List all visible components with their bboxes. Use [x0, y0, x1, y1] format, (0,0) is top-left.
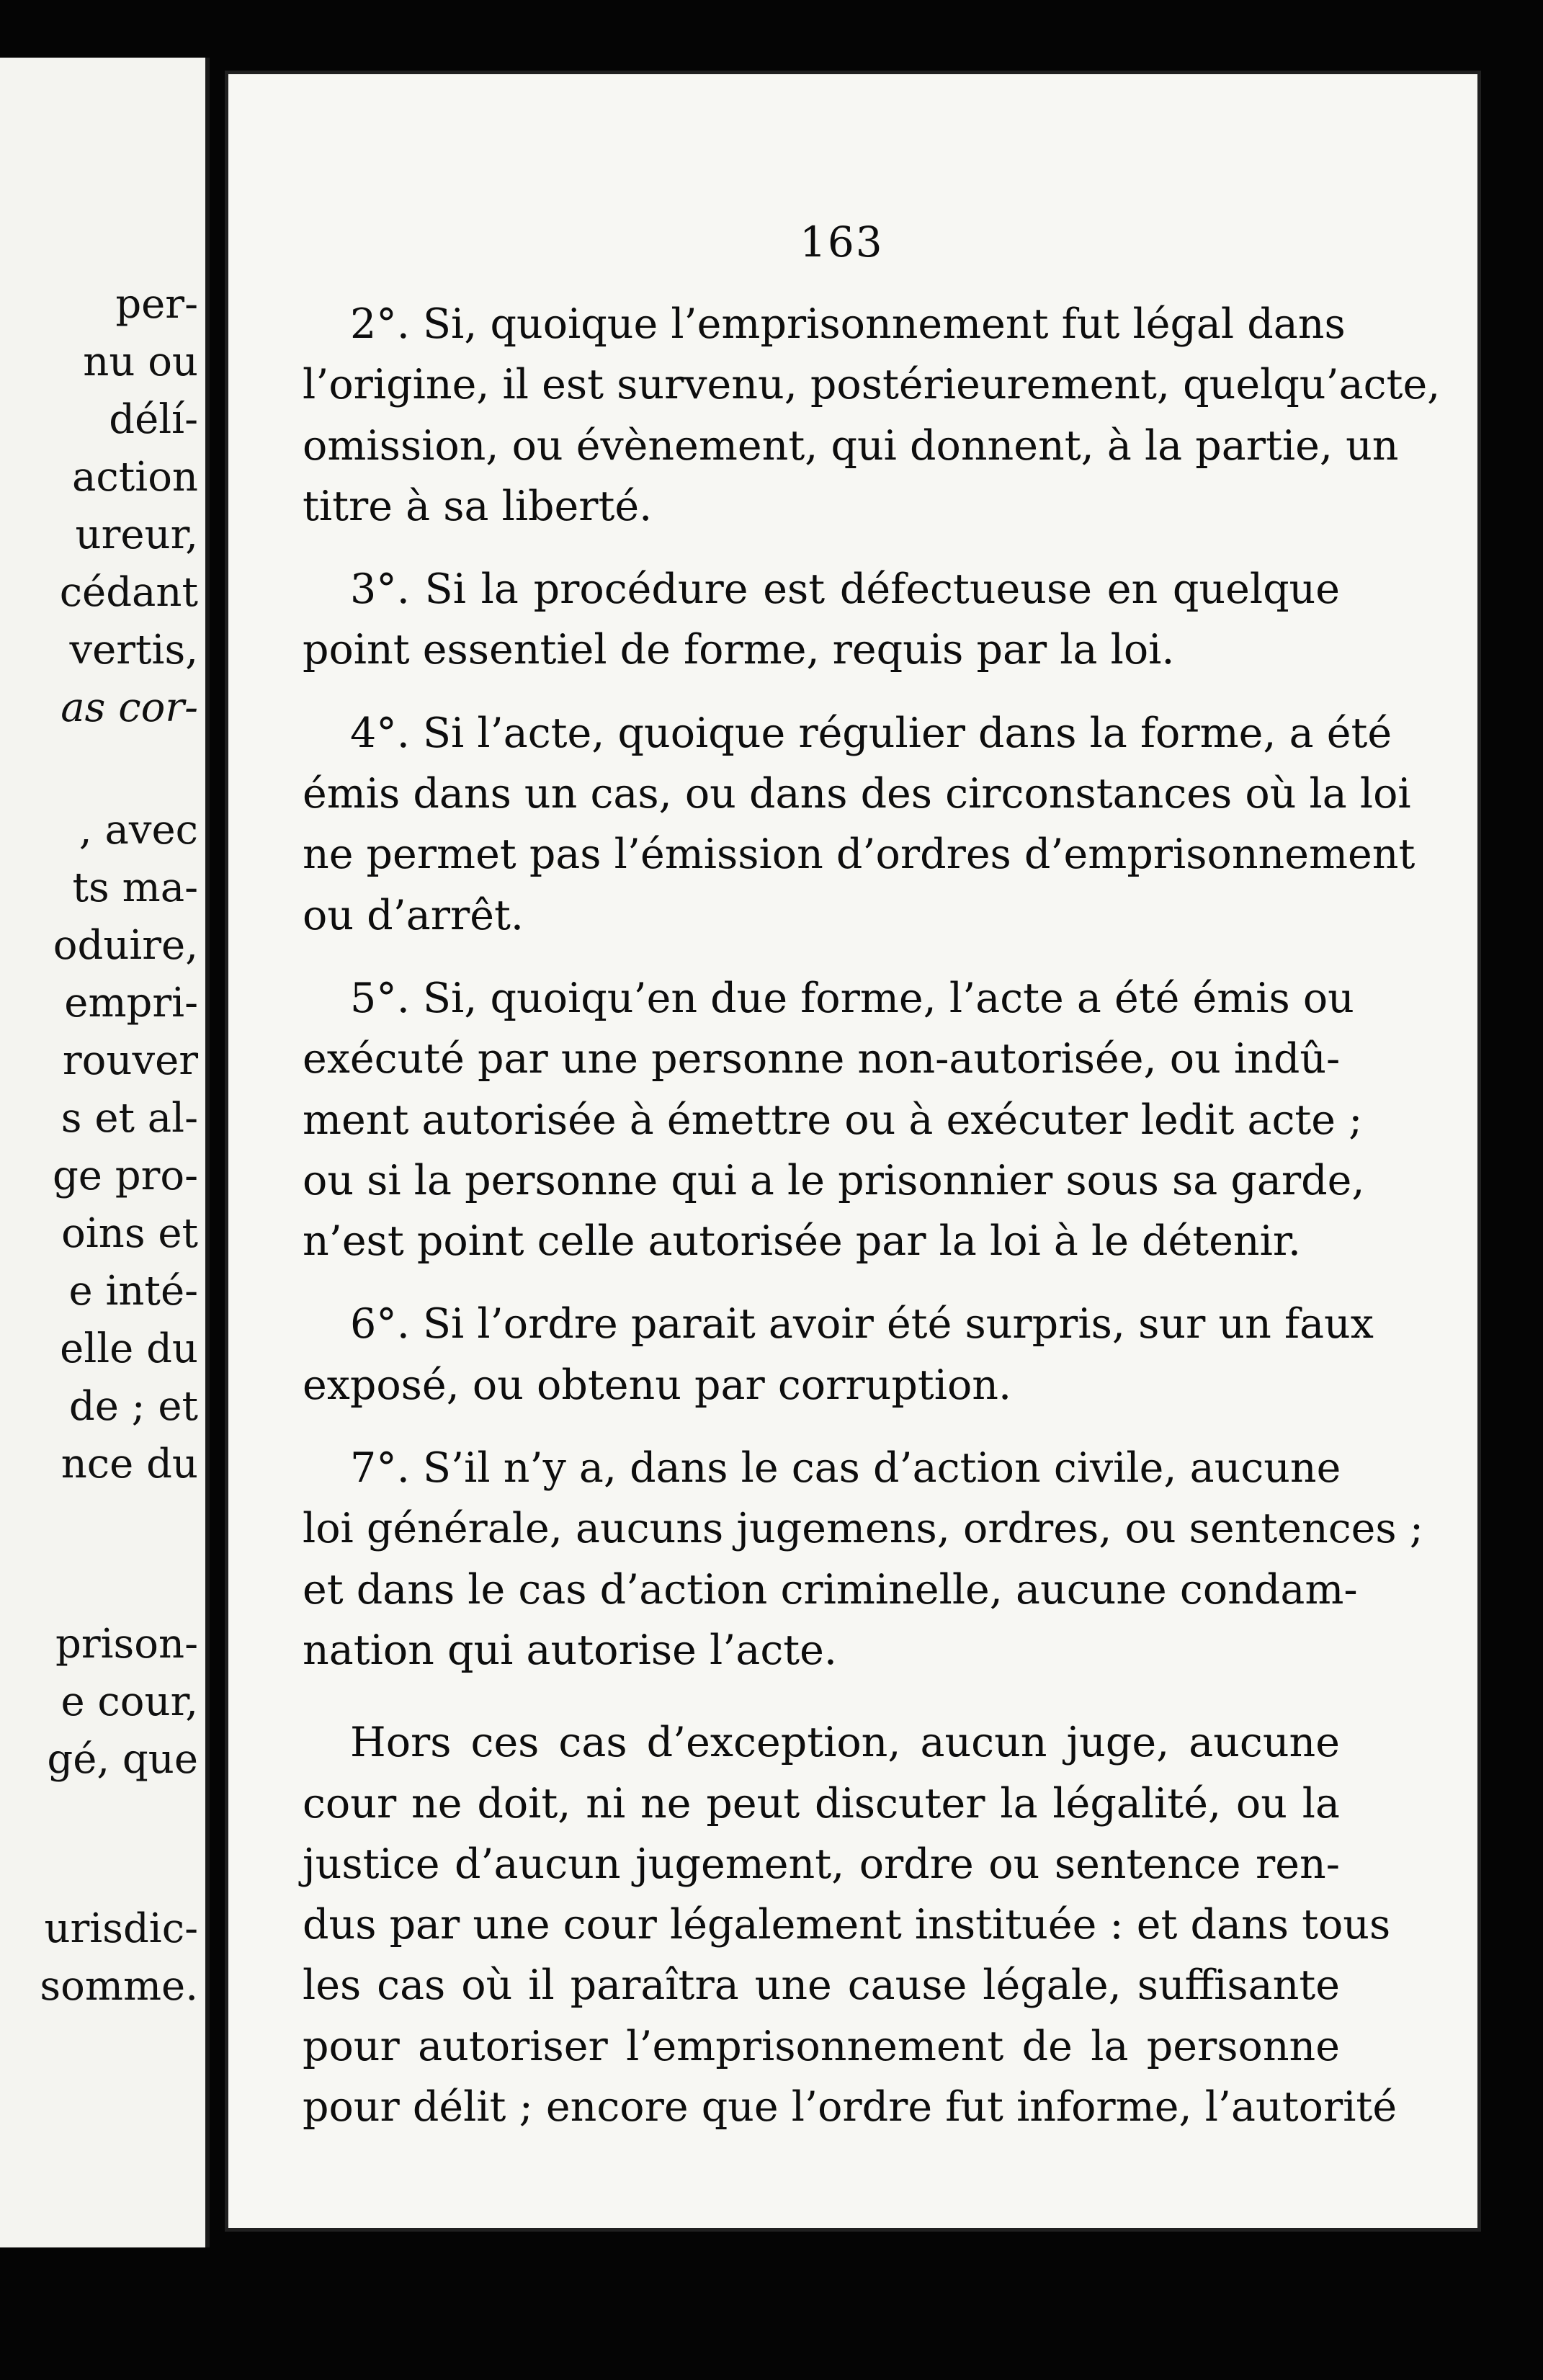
text-line: n’est point celle autorisée par la loi à le détenir.	[303, 1217, 1301, 1266]
left-page-line: nce du	[61, 1441, 198, 1488]
paragraph	[303, 703, 1415, 946]
text-line: pour délit ; encore que l’ordre fut informe, l’autorité	[303, 2083, 1397, 2131]
text-line: émis dans un cas, ou dans des circonstances où la loi	[303, 770, 1411, 818]
left-page-line: oins et	[61, 1210, 198, 1257]
left-page-line: vertis,	[69, 627, 198, 674]
left-page-line: gé, que	[47, 1736, 198, 1783]
left-page-line: s et al-	[61, 1095, 198, 1142]
text-line: Hors ces cas d’exception, aucun juge, aucune	[350, 1719, 1340, 1767]
text-line: 3°. Si la procédure est défectueuse en quelque	[350, 565, 1340, 614]
left-page-fragment	[0, 58, 210, 2247]
page-body	[303, 294, 1441, 2137]
left-page-line: somme.	[40, 1963, 198, 2010]
left-page-line: per-	[115, 281, 198, 328]
text-line: l’origine, il est survenu, postérieurement, quelqu’acte,	[303, 361, 1441, 409]
text-line: 6°. Si l’ordre parait avoir été surpris, sur un faux	[350, 1300, 1374, 1348]
text-line: exécuté par une personne non-autorisée, ou indû-	[303, 1035, 1341, 1083]
text-line: dus par une cour légalement instituée : et dans tous	[303, 1901, 1391, 1949]
text-line: nation qui autorise l’acte.	[303, 1626, 838, 1674]
left-page-line: elle du	[60, 1325, 198, 1372]
paragraph	[303, 968, 1365, 1271]
text-line: ou d’arrêt.	[303, 891, 524, 939]
text-line: et dans le cas d’action criminelle, aucune condam-	[303, 1565, 1358, 1614]
left-page-line: délí-	[109, 396, 198, 443]
text-line: pour autoriser l’emprisonnement de la personne	[303, 2022, 1340, 2070]
paragraph	[303, 1294, 1374, 1415]
left-page-line: ge pro-	[52, 1153, 198, 1199]
left-page-line: ureur,	[75, 511, 198, 558]
paragraph	[303, 1712, 1397, 2137]
left-page-line: ts ma-	[72, 864, 198, 911]
text-line: les cas où il paraîtra une cause légale, suffisante	[303, 1961, 1340, 2010]
text-line: 7°. S’il n’y a, dans le cas d’action civile, aucune	[350, 1444, 1341, 1493]
text-line: justice d’aucun jugement, ordre ou sentence ren-	[303, 1840, 1340, 1888]
paragraph	[303, 1438, 1423, 1681]
left-page-line: , avec	[79, 807, 198, 854]
left-page-line: rouver	[62, 1037, 198, 1084]
text-line: ment autorisée à émettre ou à exécuter ledit acte ;	[303, 1096, 1363, 1144]
text-line: 4°. Si l’acte, quoique régulier dans la forme, a été	[350, 709, 1392, 757]
left-page-line: urisdic-	[44, 1905, 198, 1952]
left-page-line: nu ou	[83, 339, 198, 385]
text-line: ne permet pas l’émission d’ordres d’emprisonnement	[303, 831, 1415, 879]
left-page-line: e inté-	[68, 1268, 198, 1315]
left-page-line: de ; et	[68, 1383, 198, 1430]
left-page-line: as cor-	[61, 684, 198, 731]
text-line: 5°. Si, quoiqu’en due forme, l’acte a été émis ou	[350, 974, 1354, 1022]
paragraph	[303, 294, 1441, 537]
text-line: cour ne doit, ni ne peut discuter la légalité, ou la	[303, 1779, 1340, 1828]
text-line: loi générale, aucuns jugemens, ordres, ou sentences ;	[303, 1505, 1423, 1553]
text-line: 2°. Si, quoique l’emprisonnement fut légal dans	[350, 300, 1346, 348]
text-line: omission, ou évènement, qui donnent, à la partie, un	[303, 421, 1399, 470]
left-page-line: empri-	[64, 980, 198, 1026]
text-line: titre à sa liberté.	[303, 482, 653, 530]
left-page-line: e cour,	[61, 1678, 198, 1725]
left-page-line: oduire,	[53, 922, 198, 969]
left-page-line: cédant	[59, 569, 198, 616]
left-page-line: prison-	[55, 1621, 198, 1668]
left-page-line: action	[72, 454, 198, 501]
page-number: 163	[800, 218, 884, 267]
text-line: ou si la personne qui a le prisonnier sous sa garde,	[303, 1156, 1365, 1204]
text-line: exposé, ou obtenu par corruption.	[303, 1361, 1012, 1409]
paragraph	[303, 559, 1340, 681]
text-line: point essentiel de forme, requis par la loi.	[303, 626, 1175, 674]
